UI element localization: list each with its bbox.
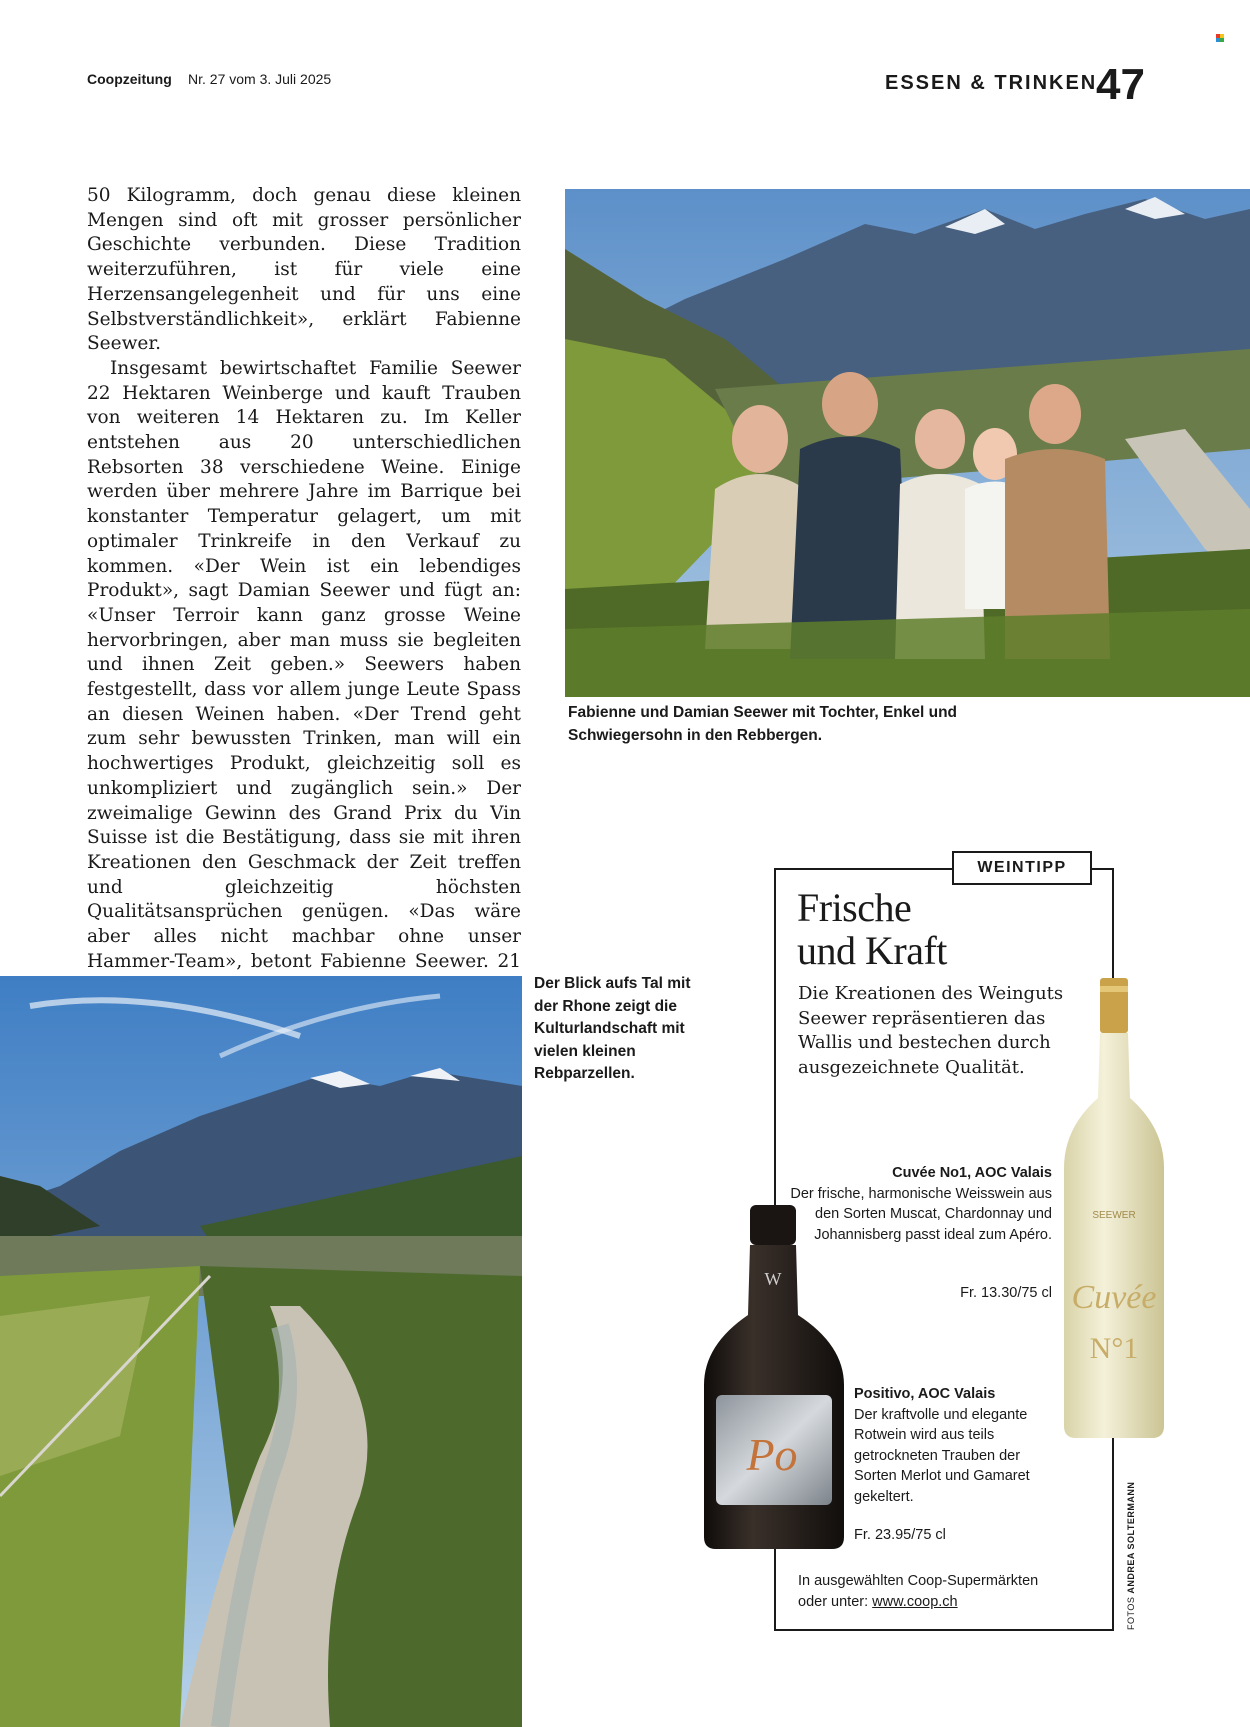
photo-credit <box>1126 1480 1136 1630</box>
availability-text: In ausgewählten Coop-Supermärkten oder unter: <box>798 1573 1039 1610</box>
wine-name: Positivo, AOC Valais <box>854 1386 996 1402</box>
article-paragraph-text: Insgesamt bewirtschaftet Familie Seewer 22 Hektaren Weinberge und kauft Trauben von weiteren 14 Hektaren zu. Im Keller entstehen aus 20 unterschiedlichen Rebsorten 38 verschiedene Weine. Einige werden über mehrere Jahre im Barrique bei konstanter Temperatur gelagert, um mit optimaler Trinkreife in den Verkauf zu kommen. «Der Wein ist ein lebendiges Produkt», sagt Damian Seewer und fügt an: «Unser Terroir kann ganz grosse Weine hervorbringen, aber man muss sie begleiten und ihnen Zeit geben.» Seewers haben festgestellt, dass vor allem junge Leute Spass an diesen Weinen haben. «Der Trend geht zum sehr bewussten Trinken, man will ein hochwertiges Produkt, gleichzeitig soll es unkompliziert und zugänglich sein.» Der zweimalige Gewinn des Grand Prix du Vin Suisse ist die Bestätigung, dass sie mit ihren Kreationen den Geschmack der Zeit treffen und gleichzeitig höchsten Qualitätsansprüchen genügen. «Das wäre aber alles nicht machbar ohne unser Hammer-Team», betont Fabienne Seewer. 21 <box>87 357 521 972</box>
weintipp-title <box>797 886 1097 972</box>
coop-link[interactable]: www.coop.ch <box>872 1593 958 1610</box>
credit-prefix: FOTOS <box>1126 1596 1136 1630</box>
valley-photo-caption: Der Blick aufs Tal mit der Rhone zeigt die Kulturlandschaft mit vielen kleinen Rebparzellen. <box>534 975 691 1082</box>
bottle-label-text: Cuvée <box>1071 1279 1157 1316</box>
wine-text: Der frische, harmonische Weisswein aus den Sorten Muscat, Chardonnay und Johannisberg passt ideal zum Apéro. <box>790 1185 1052 1243</box>
color-mark-icon <box>1216 34 1224 42</box>
rhone-valley-photo <box>0 976 522 1727</box>
wine-price: Fr. 23.95/75 cl <box>854 1527 946 1543</box>
issue-date: Nr. 27 vom 3. Juli 2025 <box>188 71 332 87</box>
weintipp-title-line: Frische <box>797 885 912 930</box>
white-wine-bottle-image <box>1060 978 1168 1440</box>
svg-text:SEEWER: SEEWER <box>1092 1210 1136 1221</box>
svg-text:W: W <box>764 1269 782 1289</box>
wine-text: Der kraftvolle und elegante Rotwein wird aus teils getrockneten Trauben der Sorten Merlot und Gamaret gekeltert. <box>854 1406 1030 1505</box>
page-number: 47 <box>1096 60 1145 109</box>
wine-price: Fr. 13.30/75 cl <box>960 1285 1052 1301</box>
bottle-label-text: Po <box>746 1429 798 1480</box>
family-vineyard-photo <box>565 189 1250 697</box>
weintipp-badge: WEINTIPP <box>952 851 1092 885</box>
credit-name: ANDREA SOLTERMANN <box>1126 1481 1136 1594</box>
wine-positivo-description <box>854 1384 1054 1507</box>
wine-name: Cuvée No1, AOC Valais <box>892 1165 1052 1181</box>
availability-note <box>798 1571 1058 1612</box>
red-wine-bottle-image <box>702 1205 846 1550</box>
weintipp-title-line: und Kraft <box>797 928 947 973</box>
bottle-label-no: N°1 <box>1089 1332 1139 1365</box>
article-paragraph: 50 Kilogramm, doch genau diese kleinen Mengen sind oft mit grosser persönlicher Geschichte verbunden. Diese Tradition weiterzuführen, ist für viele eine Herzensangelegenheit und für uns eine Selbstverständlichkeit», erklärt Fabienne Seewer. <box>87 185 521 355</box>
publication-name: Coopzeitung <box>87 71 172 87</box>
family-photo-caption: Fabienne und Damian Seewer mit Tochter, Enkel und Schwiegersohn in den Rebbergen. <box>568 704 958 744</box>
section-title: ESSEN & TRINKEN <box>885 72 1098 94</box>
weintipp-intro: Die Kreationen des Weinguts Seewer repräsentieren das Wallis und bestechen durch ausgezeichnete Qualität. <box>798 983 1064 1078</box>
